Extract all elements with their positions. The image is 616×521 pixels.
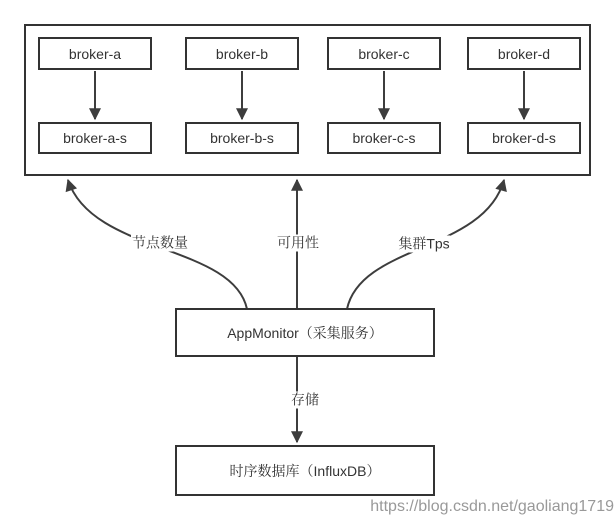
node-broker-a-s: broker-a-s (38, 122, 152, 154)
node-broker-d-s: broker-d-s (467, 122, 581, 154)
node-broker-b: broker-b (185, 37, 299, 70)
node-broker-d: broker-d (467, 37, 581, 70)
edge-label-node-count: 节点数量 (132, 234, 188, 251)
node-broker-c-s: broker-c-s (327, 122, 441, 154)
edge-label-store: 存储 (291, 391, 319, 408)
watermark-url: https://blog.csdn.net/gaoliang1719 (370, 498, 614, 515)
node-broker-b-s: broker-b-s (185, 122, 299, 154)
node-influxdb: 时序数据库（InfluxDB） (175, 445, 435, 496)
edge-label-cluster-tps: 集群Tps (398, 235, 450, 252)
node-broker-c: broker-c (327, 37, 441, 70)
node-app-monitor: AppMonitor（采集服务） (175, 308, 435, 357)
edge-label-availability: 可用性 (277, 234, 319, 251)
node-broker-a: broker-a (38, 37, 152, 70)
